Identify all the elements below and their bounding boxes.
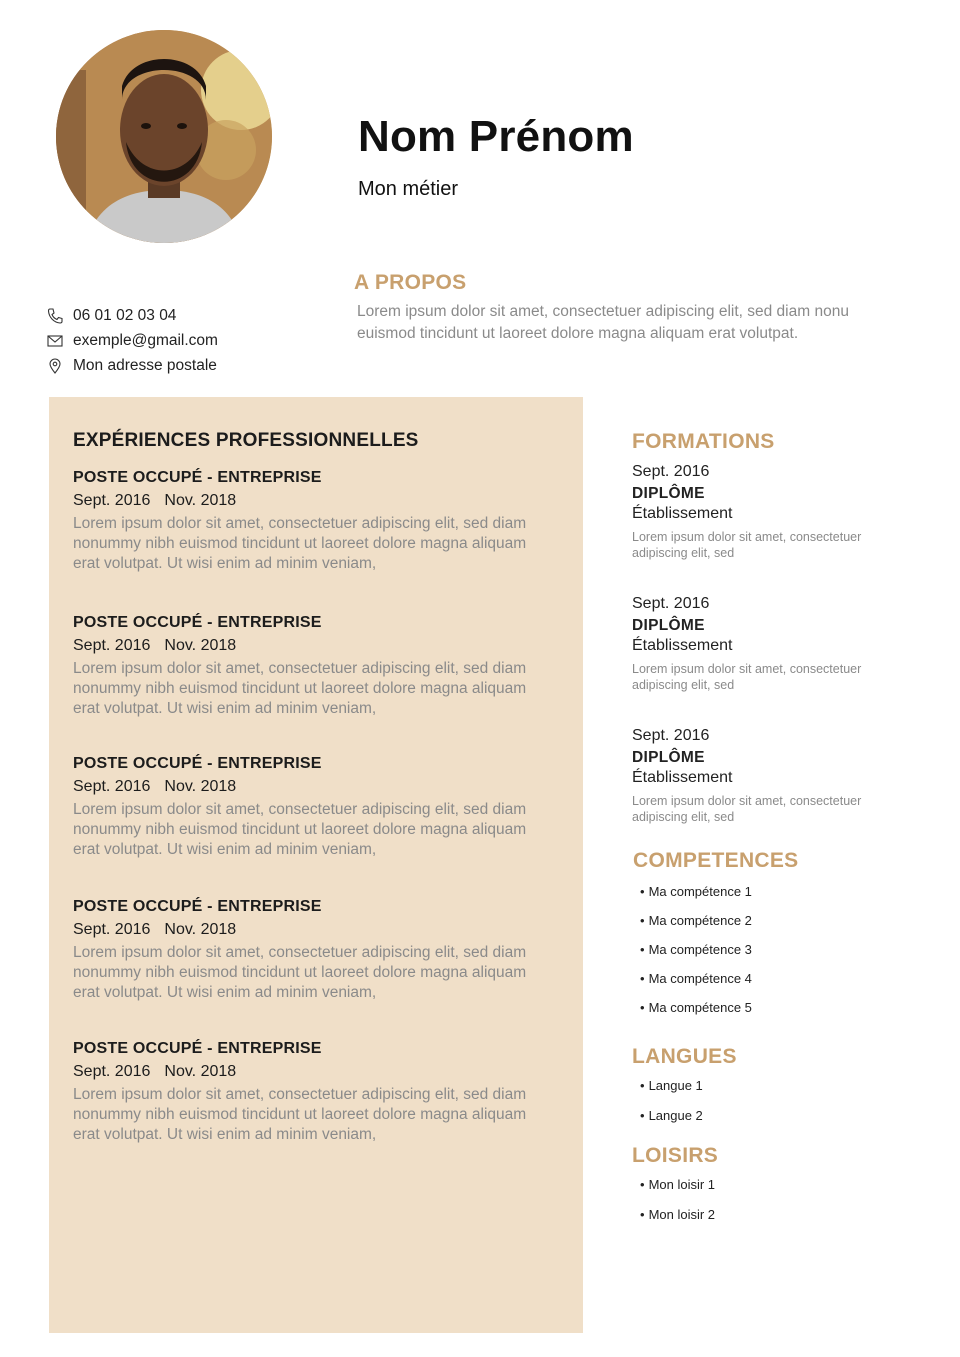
formation-date: Sept. 2016 [632, 727, 710, 744]
formation-date: Sept. 2016 [632, 463, 710, 480]
loisirs-heading: LOISIRS [632, 1144, 719, 1167]
experience-dates [73, 492, 543, 514]
experience-start: Sept. 2016 [73, 921, 151, 938]
experience-position: POSTE OCCUPÉ - ENTREPRISE [73, 614, 322, 631]
about-heading: A PROPOS [354, 271, 467, 294]
loisir-item: • Mon loisir 1 [640, 1177, 715, 1207]
location-pin-icon [46, 357, 64, 375]
loisirs-list [640, 1177, 715, 1237]
phone-icon [46, 307, 64, 325]
contact-address [46, 353, 218, 378]
experience-description: Lorem ipsum dolor sit amet, consectetuer adipiscing elit, sed diam nonummy nibh euismod tincidunt ut laoreet dolore magna aliquam erat volutpat. Ut wisi enim ad minim veniam, [73, 1086, 527, 1143]
experience-start: Sept. 2016 [73, 637, 151, 654]
experience-position: POSTE OCCUPÉ - ENTREPRISE [73, 1040, 322, 1057]
formations-heading: FORMATIONS [632, 430, 775, 453]
langues-heading: LANGUES [632, 1045, 737, 1068]
formation-diploma: DIPLÔME [632, 617, 705, 634]
competences-list [640, 884, 752, 1029]
formation-item [632, 595, 902, 693]
experience-end: Nov. 2018 [164, 492, 237, 509]
experience-heading: EXPÉRIENCES PROFESSIONNELLES [73, 430, 419, 451]
contact-email [46, 328, 218, 353]
experience-dates [73, 778, 543, 800]
experience-item [73, 614, 543, 719]
formation-school: Établissement [632, 637, 733, 654]
experience-item [73, 1040, 543, 1145]
formation-item [632, 727, 902, 825]
langue-item: • Langue 1 [640, 1078, 703, 1108]
contact-block [46, 303, 218, 378]
portrait-illustration [56, 30, 272, 243]
formation-diploma: DIPLÔME [632, 485, 705, 502]
experience-dates [73, 1063, 543, 1085]
phone-text: 06 01 02 03 04 [73, 306, 177, 324]
mail-icon [46, 332, 64, 350]
formation-school: Établissement [632, 769, 733, 786]
langues-list [640, 1078, 703, 1138]
experience-position: POSTE OCCUPÉ - ENTREPRISE [73, 755, 322, 772]
competence-item: • Ma compétence 1 [640, 884, 752, 913]
experience-description: Lorem ipsum dolor sit amet, consectetuer adipiscing elit, sed diam nonummy nibh euismod tincidunt ut laoreet dolore magna aliquam erat volutpat. Ut wisi enim ad minim veniam, [73, 660, 527, 717]
formation-description: Lorem ipsum dolor sit amet, consectetuer adipiscing elit, sed [632, 794, 862, 824]
contact-phone [46, 303, 218, 328]
experience-end: Nov. 2018 [164, 778, 237, 795]
experience-item [73, 755, 543, 860]
about-text: Lorem ipsum dolor sit amet, consectetuer adipiscing elit, sed diam nonu euismod tincidunt ut laoreet dolore magna aliquam erat volutpat. [357, 303, 849, 342]
formation-date: Sept. 2016 [632, 595, 710, 612]
experience-dates [73, 637, 543, 659]
experience-start: Sept. 2016 [73, 492, 151, 509]
experience-item [73, 469, 543, 574]
formation-school: Établissement [632, 505, 733, 522]
experience-position: POSTE OCCUPÉ - ENTREPRISE [73, 898, 322, 915]
formation-description: Lorem ipsum dolor sit amet, consectetuer adipiscing elit, sed [632, 662, 862, 692]
experience-start: Sept. 2016 [73, 1063, 151, 1080]
address-text: Mon adresse postale [73, 356, 217, 374]
experience-description: Lorem ipsum dolor sit amet, consectetuer adipiscing elit, sed diam nonummy nibh euismod tincidunt ut laoreet dolore magna aliquam erat volutpat. Ut wisi enim ad minim veniam, [73, 801, 527, 858]
experience-description: Lorem ipsum dolor sit amet, consectetuer adipiscing elit, sed diam nonummy nibh euismod tincidunt ut laoreet dolore magna aliquam erat volutpat. Ut wisi enim ad minim veniam, [73, 515, 527, 572]
experience-dates [73, 921, 543, 943]
full-name: Nom Prénom [358, 112, 634, 161]
experience-end: Nov. 2018 [164, 921, 237, 938]
experience-description: Lorem ipsum dolor sit amet, consectetuer adipiscing elit, sed diam nonummy nibh euismod tincidunt ut laoreet dolore magna aliquam erat volutpat. Ut wisi enim ad minim veniam, [73, 944, 527, 1001]
formation-diploma: DIPLÔME [632, 749, 705, 766]
competences-heading: COMPETENCES [633, 849, 799, 872]
job-title: Mon métier [358, 178, 459, 200]
formation-item [632, 463, 902, 561]
loisir-item: • Mon loisir 2 [640, 1207, 715, 1237]
experience-position: POSTE OCCUPÉ - ENTREPRISE [73, 469, 322, 486]
competence-item: • Ma compétence 5 [640, 1000, 752, 1029]
competence-item: • Ma compétence 4 [640, 971, 752, 1000]
formation-description: Lorem ipsum dolor sit amet, consectetuer adipiscing elit, sed [632, 530, 862, 560]
experience-end: Nov. 2018 [164, 1063, 237, 1080]
competence-item: • Ma compétence 3 [640, 942, 752, 971]
experience-item [73, 898, 543, 1003]
profile-photo [56, 30, 272, 243]
competence-item: • Ma compétence 2 [640, 913, 752, 942]
experience-start: Sept. 2016 [73, 778, 151, 795]
langue-item: • Langue 2 [640, 1108, 703, 1138]
email-text: exemple@gmail.com [73, 331, 218, 349]
experience-end: Nov. 2018 [164, 637, 237, 654]
